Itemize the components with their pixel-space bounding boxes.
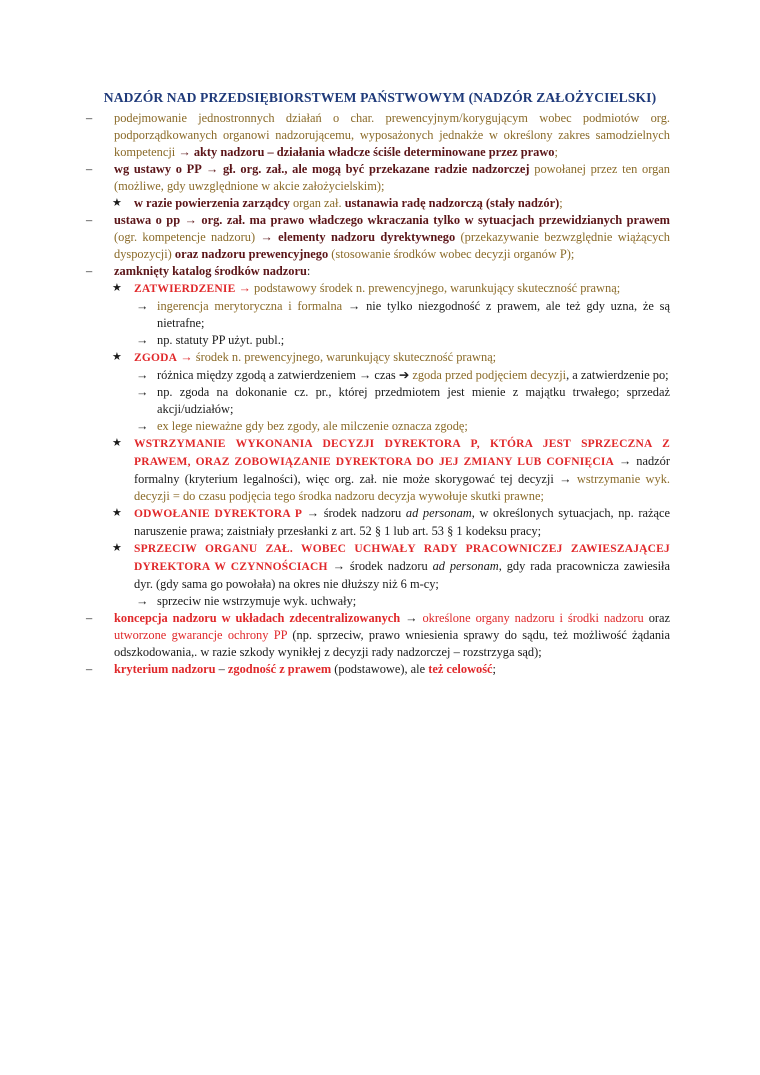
star-bullet-icon: ★ — [112, 542, 122, 554]
list-subitem: ★ ZGODA → środek n. prewencyjnego, warunkujący skuteczność prawną; — [112, 350, 497, 364]
list-detail: → np. zgoda na dokonanie cz. pr., której przedmiotem jest mienie z majątku trwałego; sprzedaż akcji/udziałów; — [136, 385, 670, 416]
star-bullet-icon: ★ — [112, 507, 122, 519]
list-detail: → np. statuty PP użyt. publ.; — [136, 333, 285, 347]
dash-bullet: – — [86, 162, 93, 176]
arrow-icon: → — [136, 385, 149, 399]
list-detail: → sprzeciw nie wstrzymuje wyk. uchwały; — [136, 594, 357, 608]
dash-bullet: – — [86, 111, 93, 125]
list-item: – ustawa o pp → org. zał. ma prawo władczego wkraczania tylko w sytuacjach przewidzianych prawem (ogr. kompetencje nadzoru) → elementy nadzoru dyrektywnego (przekazywanie bezwzględnie wiążących dyspozycji) oraz nadzoru prewencyjnego (stosowanie środków wobec decyzji organów P); — [86, 213, 671, 261]
star-bullet-icon: ★ — [112, 197, 122, 209]
arrow-icon: → — [136, 368, 149, 382]
page-title: NADZÓR NAD PRZEDSIĘBIORSTWEM PAŃSTWOWYM (NADZÓR ZAŁOŻYCIELSKI) — [103, 90, 657, 105]
list-item: – wg ustawy o PP → gł. org. zał., ale mogą być przekazane radzie nadzorczej powołanej przez ten organ (możliwe, gdy uwzględnione w akcie założycielskim); — [86, 162, 670, 193]
star-bullet-icon: ★ — [112, 282, 122, 294]
dash-bullet: – — [86, 611, 93, 625]
list-detail: → różnica między zgodą a zatwierdzeniem → czas ➔ zgoda przed podjęciem decyzji, a zatwierdzenie po; — [136, 368, 669, 382]
dash-bullet: – — [86, 213, 93, 227]
list-detail: → ex lege nieważne gdy bez zgody, ale milczenie oznacza zgodę; — [136, 419, 468, 433]
list-detail: → ingerencja merytoryczna i formalna → nie tylko niezgodność z prawem, ale też gdy uzna, że są nietrafne; — [136, 299, 670, 330]
list-item: – zamknięty katalog środków nadzoru: — [86, 264, 311, 278]
list-item: – koncepcja nadzoru w układach zdecentralizowanych → określone organy nadzoru i środki nadzoru oraz utworzone gwarancje ochrony PP (np. sprzeciw, prawo wniesienia sprawy do sądu, też możliwość żądania odszkodowania,. w razie szkody wynikłej z decyzji rady nadzorczej – rozstrzyga sąd); — [86, 611, 671, 659]
list-item: – kryterium nadzoru – zgodność z prawem (podstawowe), ale też celowość; — [86, 662, 496, 676]
list-subitem: ★ ODWOŁANIE DYREKTORA P → środek nadzoru ad personam, w określonych sytuacjach, np. rażące naruszenie prawa; zaistniały przesłanki z art. 52 § 1 lub art. 53 § 1 kodeksu pracy; — [112, 506, 670, 538]
arrow-icon: → — [136, 594, 149, 608]
list-subitem: ★ ZATWIERDZENIE → podstawowy środek n. prewencyjnego, warunkujący skuteczność prawną; — [112, 281, 621, 295]
list-subitem: ★ WSTRZYMANIE WYKONANIA DECYZJI DYREKTORA P, KTÓRA JEST SPRZECZNA Z PRAWEM, ORAZ ZOBOWIĄZANIE DYREKTORA DO JEJ ZMIANY LUB COFNIĘCIA → nadzór formalny (kryterium legalności), więc org. zał. nie może skorygować tej decyzji → wstrzymanie wyk. decyzji = do czasu podjęcia tego środka nadzoru decyzja wywołuje skutki prawne; — [112, 437, 670, 503]
list-subitem: ★ w razie powierzenia zarządcy organ zał. ustanawia radę nadzorczą (stały nadzór); — [112, 196, 563, 210]
dash-bullet: – — [86, 662, 93, 676]
list-item: – podejmowanie jednostronnych działań o char. prewencyjnym/korygującym wobec podmiotów org. podporządkowanych organowi nadzorującemu, wyposażonych jednakże w określony zakres samodzielnych kompetencji → akty nadzoru – działania władcze ściśle determinowane przez prawo; — [86, 111, 670, 159]
heavy-arrow-icon: ➔ — [398, 368, 410, 382]
arrow-icon: → — [136, 419, 149, 433]
arrow-icon: → — [136, 299, 149, 313]
star-bullet-icon: ★ — [112, 351, 122, 363]
star-bullet-icon: ★ — [112, 437, 122, 449]
list-subitem: ★ SPRZECIW ORGANU ZAŁ. WOBEC UCHWAŁY RADY PRACOWNICZEJ ZAWIESZAJĄCEJ DYREKTORA W CZYNNOŚCIACH → środek nadzoru ad personam, gdy rada pracownicza zawiesiła dyr. (gdy sama go powołała) na okres nie dłuższy niż 6 m-cy; — [112, 542, 670, 591]
arrow-icon: → — [136, 333, 149, 347]
dash-bullet: – — [86, 264, 93, 278]
